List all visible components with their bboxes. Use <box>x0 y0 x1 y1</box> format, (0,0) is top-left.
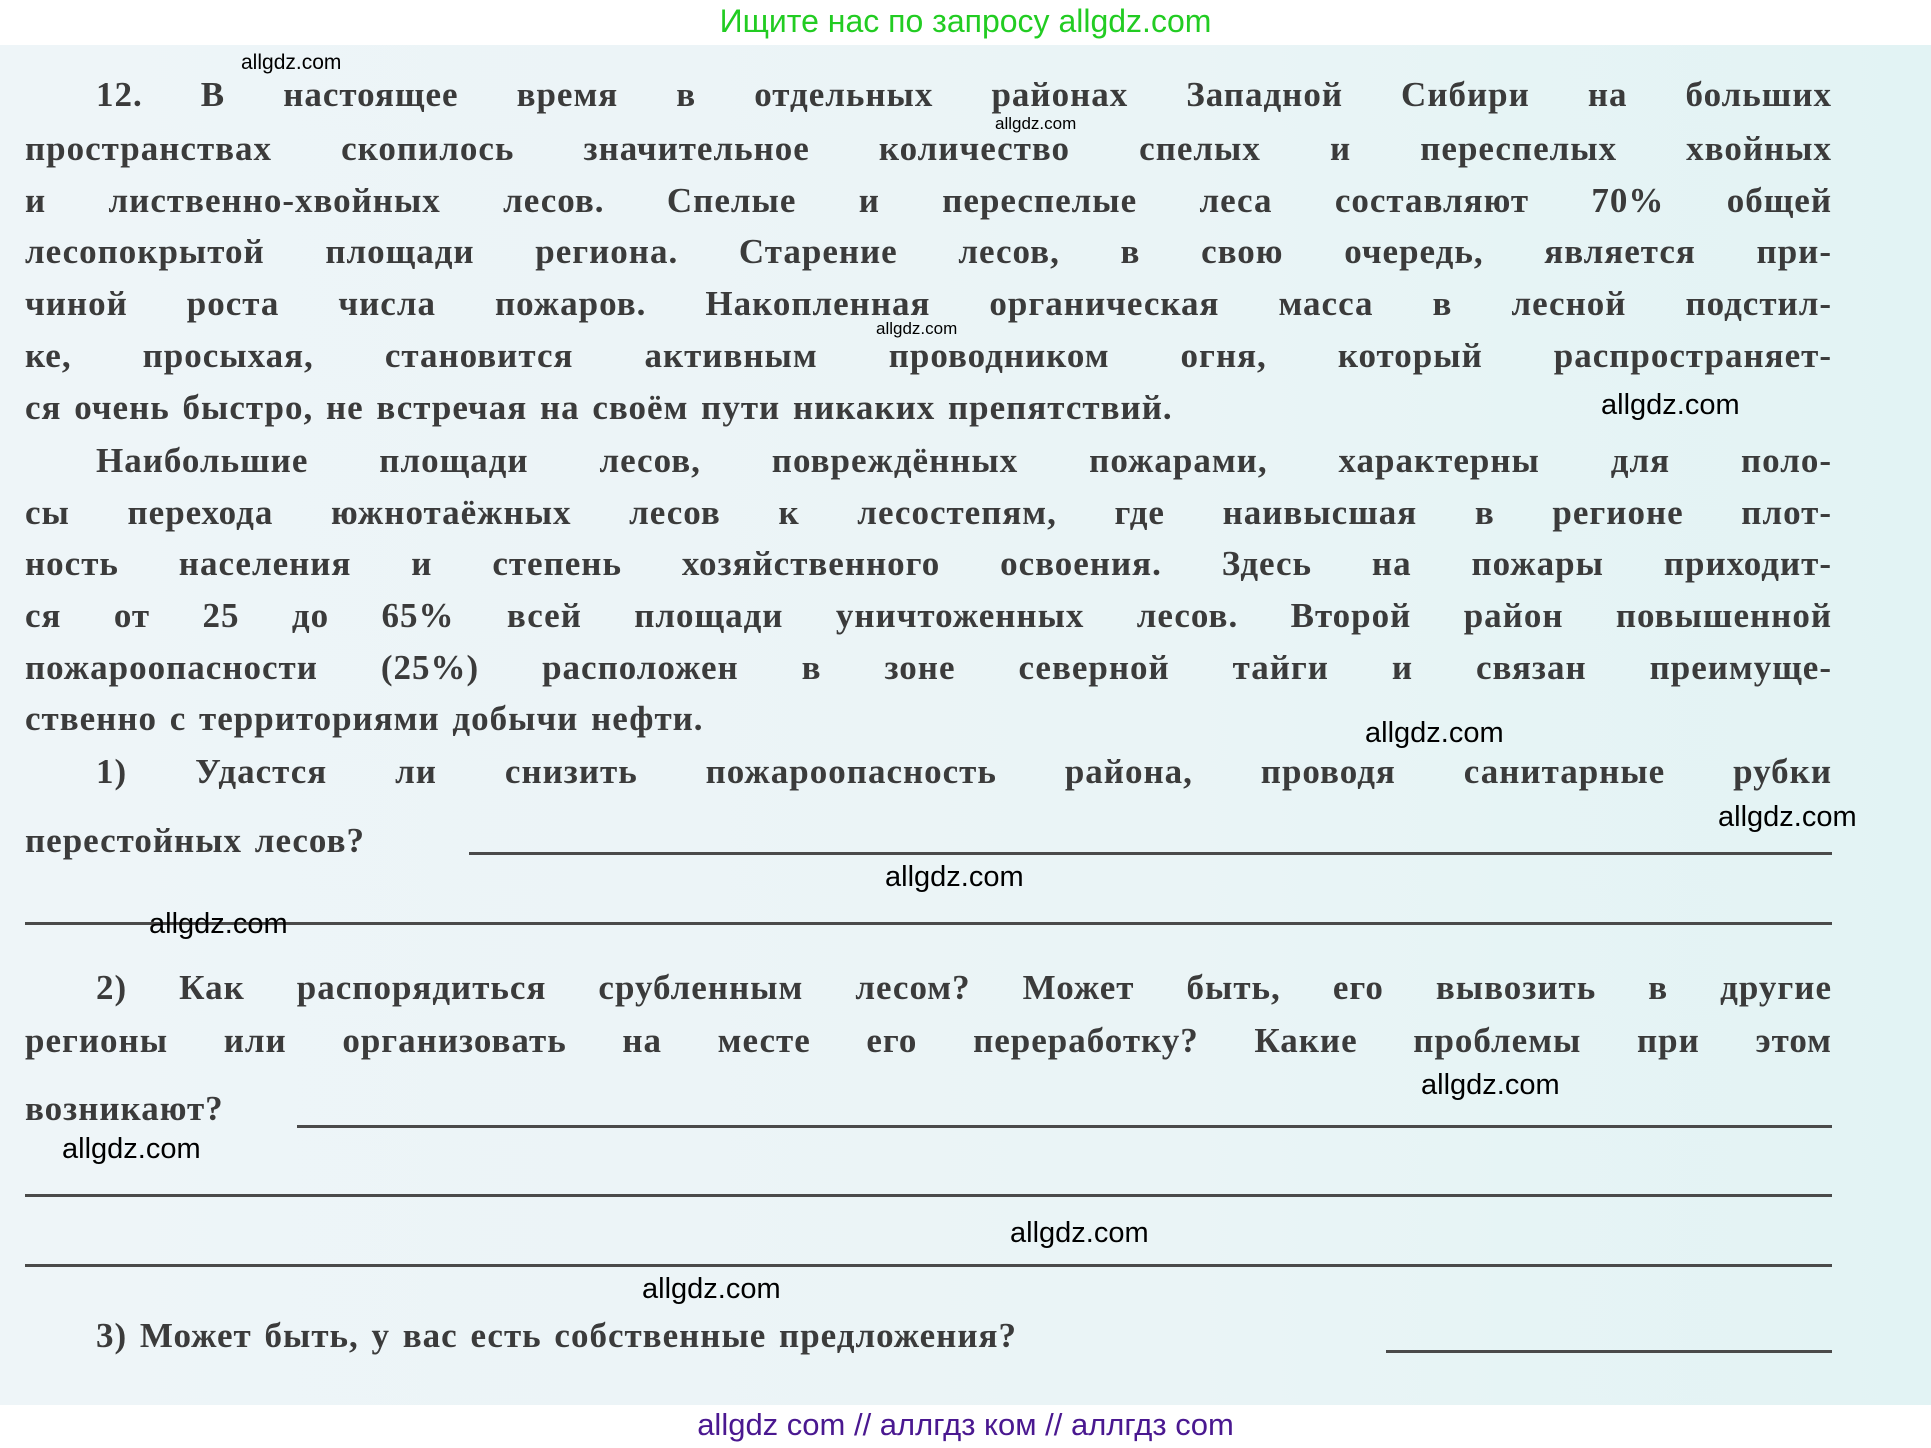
watermark: allgdz.com <box>1718 801 1857 833</box>
answer-line[interactable] <box>25 1264 1832 1267</box>
text-line: чиной роста числа пожаров. Накопленная органическая масса в лесной подстил- <box>25 284 1832 323</box>
question-3: 3) Может быть, у вас есть собственные предложения? <box>96 1316 1017 1355</box>
watermark: allgdz.com <box>149 908 288 940</box>
question-2-cont: возникают? <box>25 1089 224 1128</box>
text-line: и лиственно-хвойных лесов. Спелые и переспелые леса составляют 70% общей <box>25 181 1832 220</box>
text-line: пространствах скопилось значительное количество спелых и переспелых хвойных <box>25 129 1832 168</box>
question-1-cont: перестойных лесов? <box>25 821 365 860</box>
text-line: лесопокрытой площади региона. Старение лесов, в свою очередь, является при- <box>25 232 1832 271</box>
text-line: ность населения и степень хозяйственного освоения. Здесь на пожары приходит- <box>25 544 1832 583</box>
text-line: ке, просыхая, становится активным проводником огня, который распространяет- <box>25 336 1832 375</box>
question-2-cont: регионы или организовать на месте его переработку? Какие проблемы при этом <box>25 1021 1832 1060</box>
text-line: ственно с территориями добычи нефти. <box>25 699 704 738</box>
watermark: allgdz.com <box>1365 717 1504 749</box>
watermark: allgdz.com <box>1421 1069 1560 1101</box>
footer-banner: allgdz com // аллгдз ком // аллгдз com <box>697 1407 1234 1442</box>
answer-line[interactable] <box>469 852 1832 855</box>
watermark: allgdz.com <box>885 861 1024 893</box>
answer-line[interactable] <box>1386 1350 1832 1353</box>
watermark: allgdz.com <box>241 51 342 74</box>
watermark: allgdz.com <box>1601 389 1740 421</box>
text-line: сы перехода южнотаёжных лесов к лесостепям, где наивысшая в регионе плот- <box>25 493 1832 532</box>
watermark: allgdz.com <box>62 1133 201 1165</box>
question-2: 2) Как распорядиться срубленным лесом? Может быть, его вывозить в другие <box>96 968 1832 1007</box>
watermark: allgdz.com <box>1010 1217 1149 1249</box>
watermark: allgdz.com <box>995 114 1077 133</box>
answer-line[interactable] <box>297 1125 1832 1128</box>
question-1: 1) Удастся ли снизить пожароопасность района, проводя санитарные рубки <box>96 752 1832 791</box>
text-line: ся от 25 до 65% всей площади уничтоженных лесов. Второй район повышенной <box>25 596 1832 635</box>
text-line: ся очень быстро, не встречая на своём пути никаких препятствий. <box>25 388 1173 427</box>
search-banner: Ищите нас по запросу allgdz.com <box>719 3 1212 39</box>
answer-line[interactable] <box>25 1194 1832 1197</box>
text-line: Наибольшие площади лесов, повреждённых пожарами, характерны для поло- <box>96 441 1832 480</box>
text-line: 12. В настоящее время в отдельных районах Западной Сибири на больших <box>96 75 1832 114</box>
text-line: пожароопасности (25%) расположен в зоне северной тайги и связан преимуще- <box>25 648 1832 687</box>
watermark: allgdz.com <box>876 319 958 338</box>
watermark: allgdz.com <box>642 1273 781 1305</box>
answer-line[interactable] <box>25 922 1832 925</box>
